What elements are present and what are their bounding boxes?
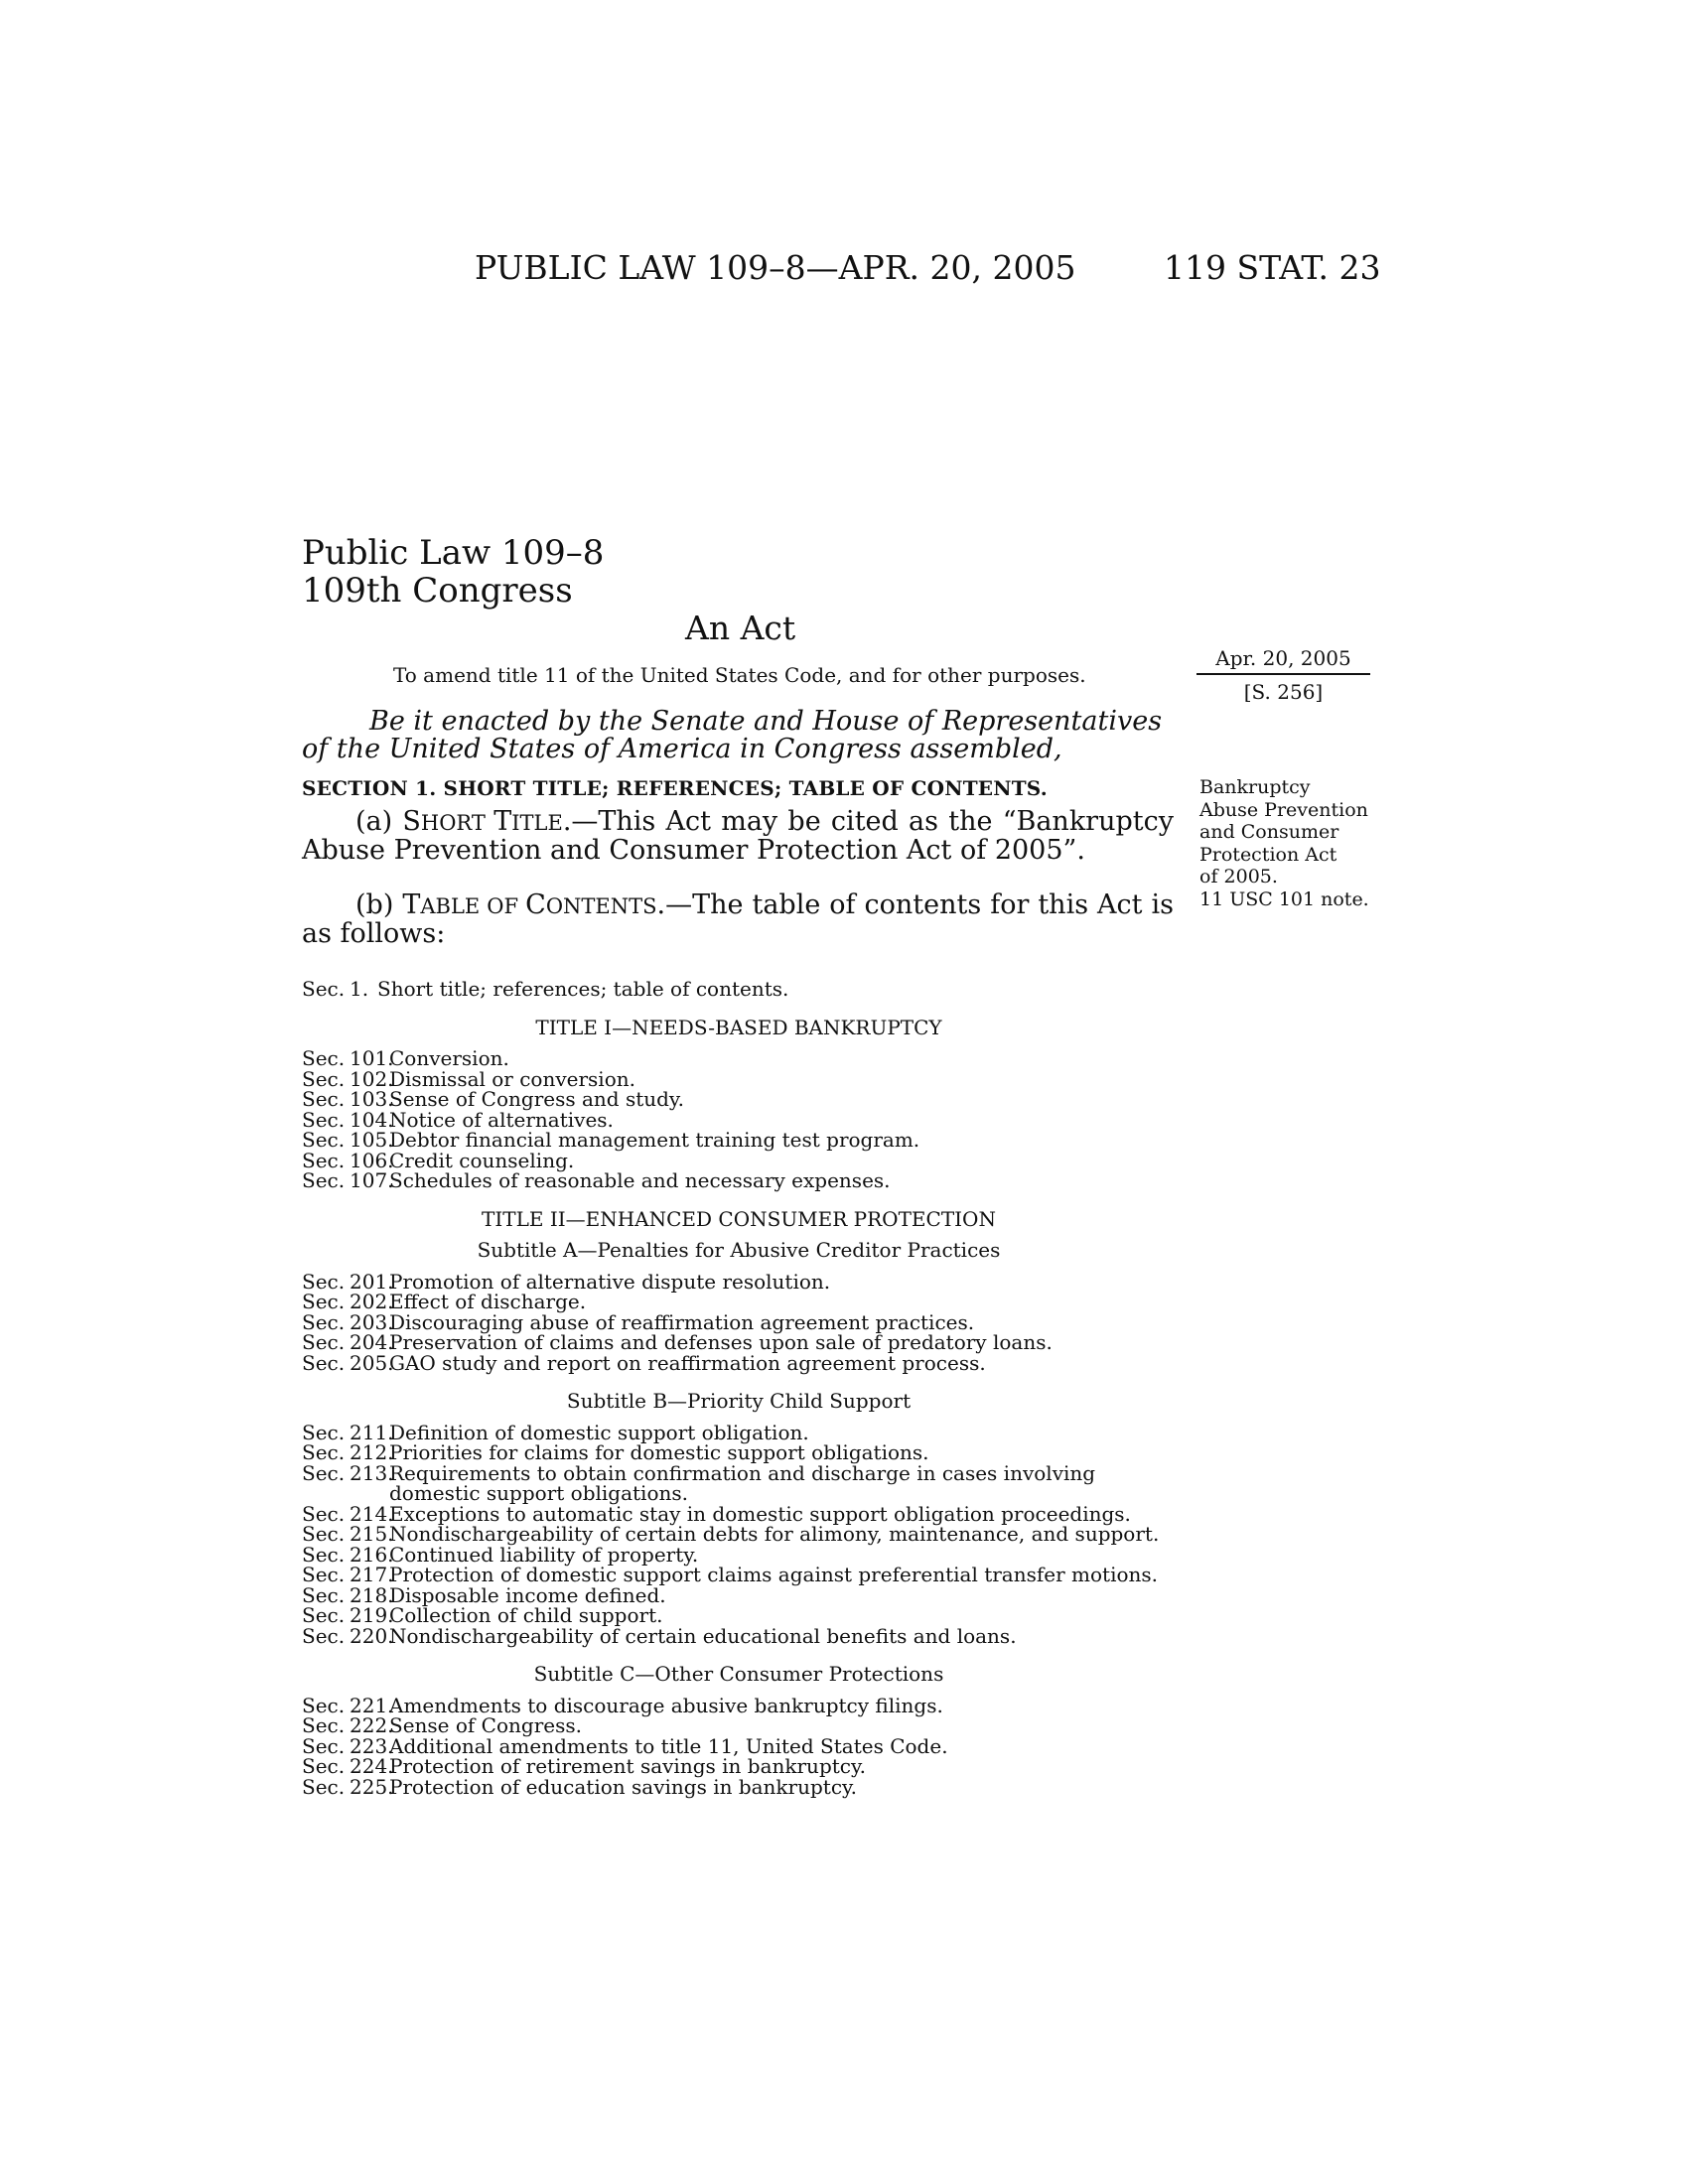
para-b-heading-rest: ABLE OF xyxy=(420,894,526,918)
toc-text: Collection of child support. xyxy=(389,1603,663,1627)
toc-sec-label: Sec. xyxy=(302,1269,346,1294)
toc-entry xyxy=(302,1089,1176,1110)
toc-text: Disposable income defined. xyxy=(389,1582,666,1607)
toc-num: 222. xyxy=(350,1713,394,1737)
toc-text: Definition of domestic support obligation. xyxy=(389,1420,809,1444)
toc-sec-label: Sec. xyxy=(302,1563,346,1586)
toc-entry xyxy=(302,1148,1176,1172)
side-note-line: and Consumer xyxy=(1199,821,1339,843)
toc-num: 104. xyxy=(350,1107,394,1132)
toc-entry xyxy=(302,1623,1176,1648)
toc-num: 205. xyxy=(350,1350,394,1375)
toc-entry xyxy=(302,1524,1176,1545)
side-note-line: Bankruptcy xyxy=(1199,776,1311,798)
toc-entry xyxy=(302,1048,1176,1069)
toc-entry xyxy=(302,1460,1176,1505)
toc-text: Notice of alternatives. xyxy=(389,1107,614,1132)
toc-sec-label: Sec. xyxy=(302,1168,346,1192)
toc-entry xyxy=(302,1756,1176,1777)
enacting-clause: Be it enacted by the Senate and House of Representatives of the United States of America in Congress assembled, xyxy=(302,706,1163,764)
toc-text: Additional amendments to title 11, United States Code. xyxy=(389,1733,948,1758)
paragraph-short-title xyxy=(302,808,1174,865)
toc-sec-label: Sec. xyxy=(302,1350,346,1375)
toc-entry xyxy=(302,1066,1176,1091)
toc-text: Nondischargeability of certain educational benefits and loans. xyxy=(389,1623,1017,1648)
toc-text: Credit counseling. xyxy=(389,1148,575,1172)
toc-num: 219. xyxy=(350,1603,394,1627)
toc-entry xyxy=(302,1582,1176,1607)
toc-entry xyxy=(302,1501,1176,1526)
toc-sec-label: Sec. xyxy=(302,1148,346,1172)
toc-sec-label: Sec. xyxy=(302,1501,346,1526)
toc-sec-label: Sec. xyxy=(302,1693,346,1717)
toc-text: Amendments to discourage abusive bankruptcy filings. xyxy=(389,1693,943,1717)
toc-sec-label: Sec. xyxy=(302,1713,346,1737)
toc-text: Protection of education savings in bankruptcy. xyxy=(389,1774,858,1799)
toc-entry xyxy=(302,1442,1176,1463)
toc-entry xyxy=(302,1715,1176,1736)
toc-num: 220. xyxy=(350,1623,394,1648)
toc-sec-label: Sec. xyxy=(302,1733,346,1758)
para-a-heading-rest2: ITLE xyxy=(511,811,563,835)
toc-num: 214. xyxy=(350,1501,394,1526)
toc-entry xyxy=(302,1565,1176,1585)
toc-entry xyxy=(302,1350,1176,1375)
side-note-line: 11 USC 101 note. xyxy=(1199,887,1369,910)
toc-sec-label: Sec. xyxy=(302,1522,346,1546)
toc-sec-label: Sec. xyxy=(302,1774,346,1799)
toc-num: 101. xyxy=(350,1046,394,1070)
toc-num: 102. xyxy=(350,1066,394,1091)
toc-sec-label: Sec. xyxy=(302,1420,346,1444)
toc-list xyxy=(302,1693,1176,1799)
toc-num: 106. xyxy=(350,1148,394,1172)
para-a-text: .—This Act may be cited as the “Bankruptcy Abuse Prevention and Consumer Protection Act of 2005”. xyxy=(302,806,1174,866)
toc-entry xyxy=(302,1420,1176,1444)
toc-num: 203. xyxy=(350,1309,394,1334)
toc-sec-label: Sec. xyxy=(302,1460,346,1485)
toc-entry xyxy=(302,1605,1176,1626)
toc-num: 201. xyxy=(350,1269,394,1294)
toc-text: Requirements to obtain confirmation and discharge in cases involving domestic support obligations. xyxy=(389,1460,1096,1505)
toc-num: 223. xyxy=(350,1733,394,1758)
toc-text: Discouraging abuse of reaffirmation agreement practices. xyxy=(389,1309,975,1334)
toc-entry xyxy=(302,1269,1176,1294)
toc-list xyxy=(302,1420,1176,1648)
toc-entry xyxy=(302,1292,1176,1312)
toc-entry xyxy=(302,979,1176,1000)
toc-text: Protection of domestic support claims against preferential transfer motions. xyxy=(389,1563,1159,1586)
toc-entry xyxy=(302,1693,1176,1717)
toc-text: Preservation of claims and defenses upon sale of predatory loans. xyxy=(389,1330,1053,1354)
toc-subtitle-heading: Subtitle A—Penalties for Abusive Creditor Practices xyxy=(477,1238,1001,1262)
toc-num: 103. xyxy=(350,1087,394,1111)
side-note-line: Abuse Prevention xyxy=(1199,798,1368,821)
toc-num: 217. xyxy=(350,1563,394,1586)
para-b-heading-cap: C xyxy=(525,889,546,920)
toc-num: 105. xyxy=(350,1128,394,1152)
toc-text: Dismissal or conversion. xyxy=(389,1066,635,1091)
toc-sec-label: Sec. xyxy=(302,1754,346,1778)
toc-sec-label: Sec. xyxy=(302,1623,346,1648)
act-heading: An Act xyxy=(685,609,796,647)
toc-text: Promotion of alternative dispute resolution. xyxy=(389,1269,831,1294)
running-head-page-number: 119 STAT. 23 xyxy=(1164,248,1381,287)
toc-num: 1. xyxy=(350,977,369,1001)
para-a-heading-rest: HORT xyxy=(420,811,494,835)
toc-text: Debtor financial management training test program. xyxy=(389,1128,920,1152)
toc-text: Sense of Congress. xyxy=(389,1713,582,1737)
toc-sec-label: Sec. xyxy=(302,1290,346,1313)
toc-num: 225. xyxy=(350,1774,394,1799)
toc-num: 224. xyxy=(350,1754,394,1778)
act-purpose: To amend title 11 of the United States Code, and for other purposes. xyxy=(393,663,1086,687)
toc-sec-label: Sec. xyxy=(302,977,346,1001)
para-a-heading-cap: T xyxy=(493,806,512,837)
toc-text: Schedules of reasonable and necessary expenses. xyxy=(389,1168,891,1192)
toc-entry xyxy=(302,1130,1176,1151)
toc-sec-label: Sec. xyxy=(302,1603,346,1627)
side-note-line: Protection Act xyxy=(1199,843,1337,866)
toc-sec-label: Sec. xyxy=(302,1087,346,1111)
running-head-citation: PUBLIC LAW 109–8—APR. 20, 2005 xyxy=(475,248,1076,287)
margin-side-note xyxy=(1199,776,1398,910)
toc-num: 216. xyxy=(350,1542,394,1567)
toc-num: 211. xyxy=(350,1420,394,1444)
toc-title-heading: TITLE II—ENHANCED CONSUMER PROTECTION xyxy=(482,1206,996,1231)
toc-text: Short title; references; table of contents. xyxy=(377,977,789,1001)
toc-sec-label: Sec. xyxy=(302,1330,346,1354)
toc-num: 221. xyxy=(350,1693,394,1717)
toc-text: GAO study and report on reaffirmation agreement process. xyxy=(389,1350,986,1375)
toc-entry xyxy=(302,1170,1176,1191)
toc-list xyxy=(302,1048,1176,1191)
toc-num: 212. xyxy=(350,1440,394,1464)
para-b-text: .—The table of contents for this Act is as follows: xyxy=(302,889,1174,949)
toc-num: 107. xyxy=(350,1168,394,1192)
paragraph-table-of-contents xyxy=(302,891,1174,948)
toc-text: Effect of discharge. xyxy=(389,1290,587,1313)
toc-subtitle-heading: Subtitle B—Priority Child Support xyxy=(566,1389,912,1413)
toc-text: Nondischargeability of certain debts for alimony, maintenance, and support. xyxy=(389,1522,1160,1546)
toc-num: 202. xyxy=(350,1290,394,1313)
toc-text: Continued liability of property. xyxy=(389,1542,699,1567)
para-b-label: (b) T xyxy=(355,889,421,920)
para-a-label: (a) S xyxy=(355,806,421,837)
toc-num: 218. xyxy=(350,1582,394,1607)
toc-sec-label: Sec. xyxy=(302,1542,346,1567)
toc-num: 213. xyxy=(350,1460,394,1485)
toc-entry xyxy=(302,1774,1176,1799)
toc-sec-label: Sec. xyxy=(302,1066,346,1091)
toc-entry xyxy=(302,1332,1176,1353)
toc-text: Exceptions to automatic stay in domestic support obligation proceedings. xyxy=(389,1501,1131,1526)
toc-title-heading: TITLE I—NEEDS-BASED BANKRUPTCY xyxy=(535,1015,942,1039)
toc-sec-label: Sec. xyxy=(302,1309,346,1334)
toc-text: Protection of retirement savings in bankruptcy. xyxy=(389,1754,866,1778)
section-heading: SECTION 1. SHORT TITLE; REFERENCES; TABLE OF CONTENTS. xyxy=(302,776,1048,800)
table-of-contents xyxy=(302,979,1176,1815)
toc-text: Sense of Congress and study. xyxy=(389,1087,684,1111)
toc-text: Conversion. xyxy=(389,1046,509,1070)
toc-subtitle-heading: Subtitle C—Other Consumer Protections xyxy=(533,1662,944,1686)
toc-sec-label: Sec. xyxy=(302,1107,346,1132)
toc-entry xyxy=(302,1107,1176,1132)
toc-sec-label: Sec. xyxy=(302,1128,346,1152)
law-number: Public Law 109–8 xyxy=(302,533,605,573)
toc-num: 204. xyxy=(350,1330,394,1354)
para-b-heading-rest2: ONTENTS xyxy=(545,894,657,918)
toc-sec-label: Sec. xyxy=(302,1440,346,1464)
toc-sec-label: Sec. xyxy=(302,1582,346,1607)
toc-list xyxy=(302,1269,1176,1375)
margin-enactment-date: Apr. 20, 2005 xyxy=(1196,645,1370,675)
toc-entry xyxy=(302,1542,1176,1567)
margin-bill-number: [S. 256] xyxy=(1243,680,1324,704)
toc-entry xyxy=(302,1733,1176,1758)
congress: 109th Congress xyxy=(302,571,573,611)
toc-sec-label: Sec. xyxy=(302,1046,346,1070)
toc-text: Priorities for claims for domestic support obligations. xyxy=(389,1440,929,1464)
toc-entry xyxy=(302,1309,1176,1334)
toc-num: 215. xyxy=(350,1522,394,1546)
side-note-line: of 2005. xyxy=(1199,866,1278,887)
